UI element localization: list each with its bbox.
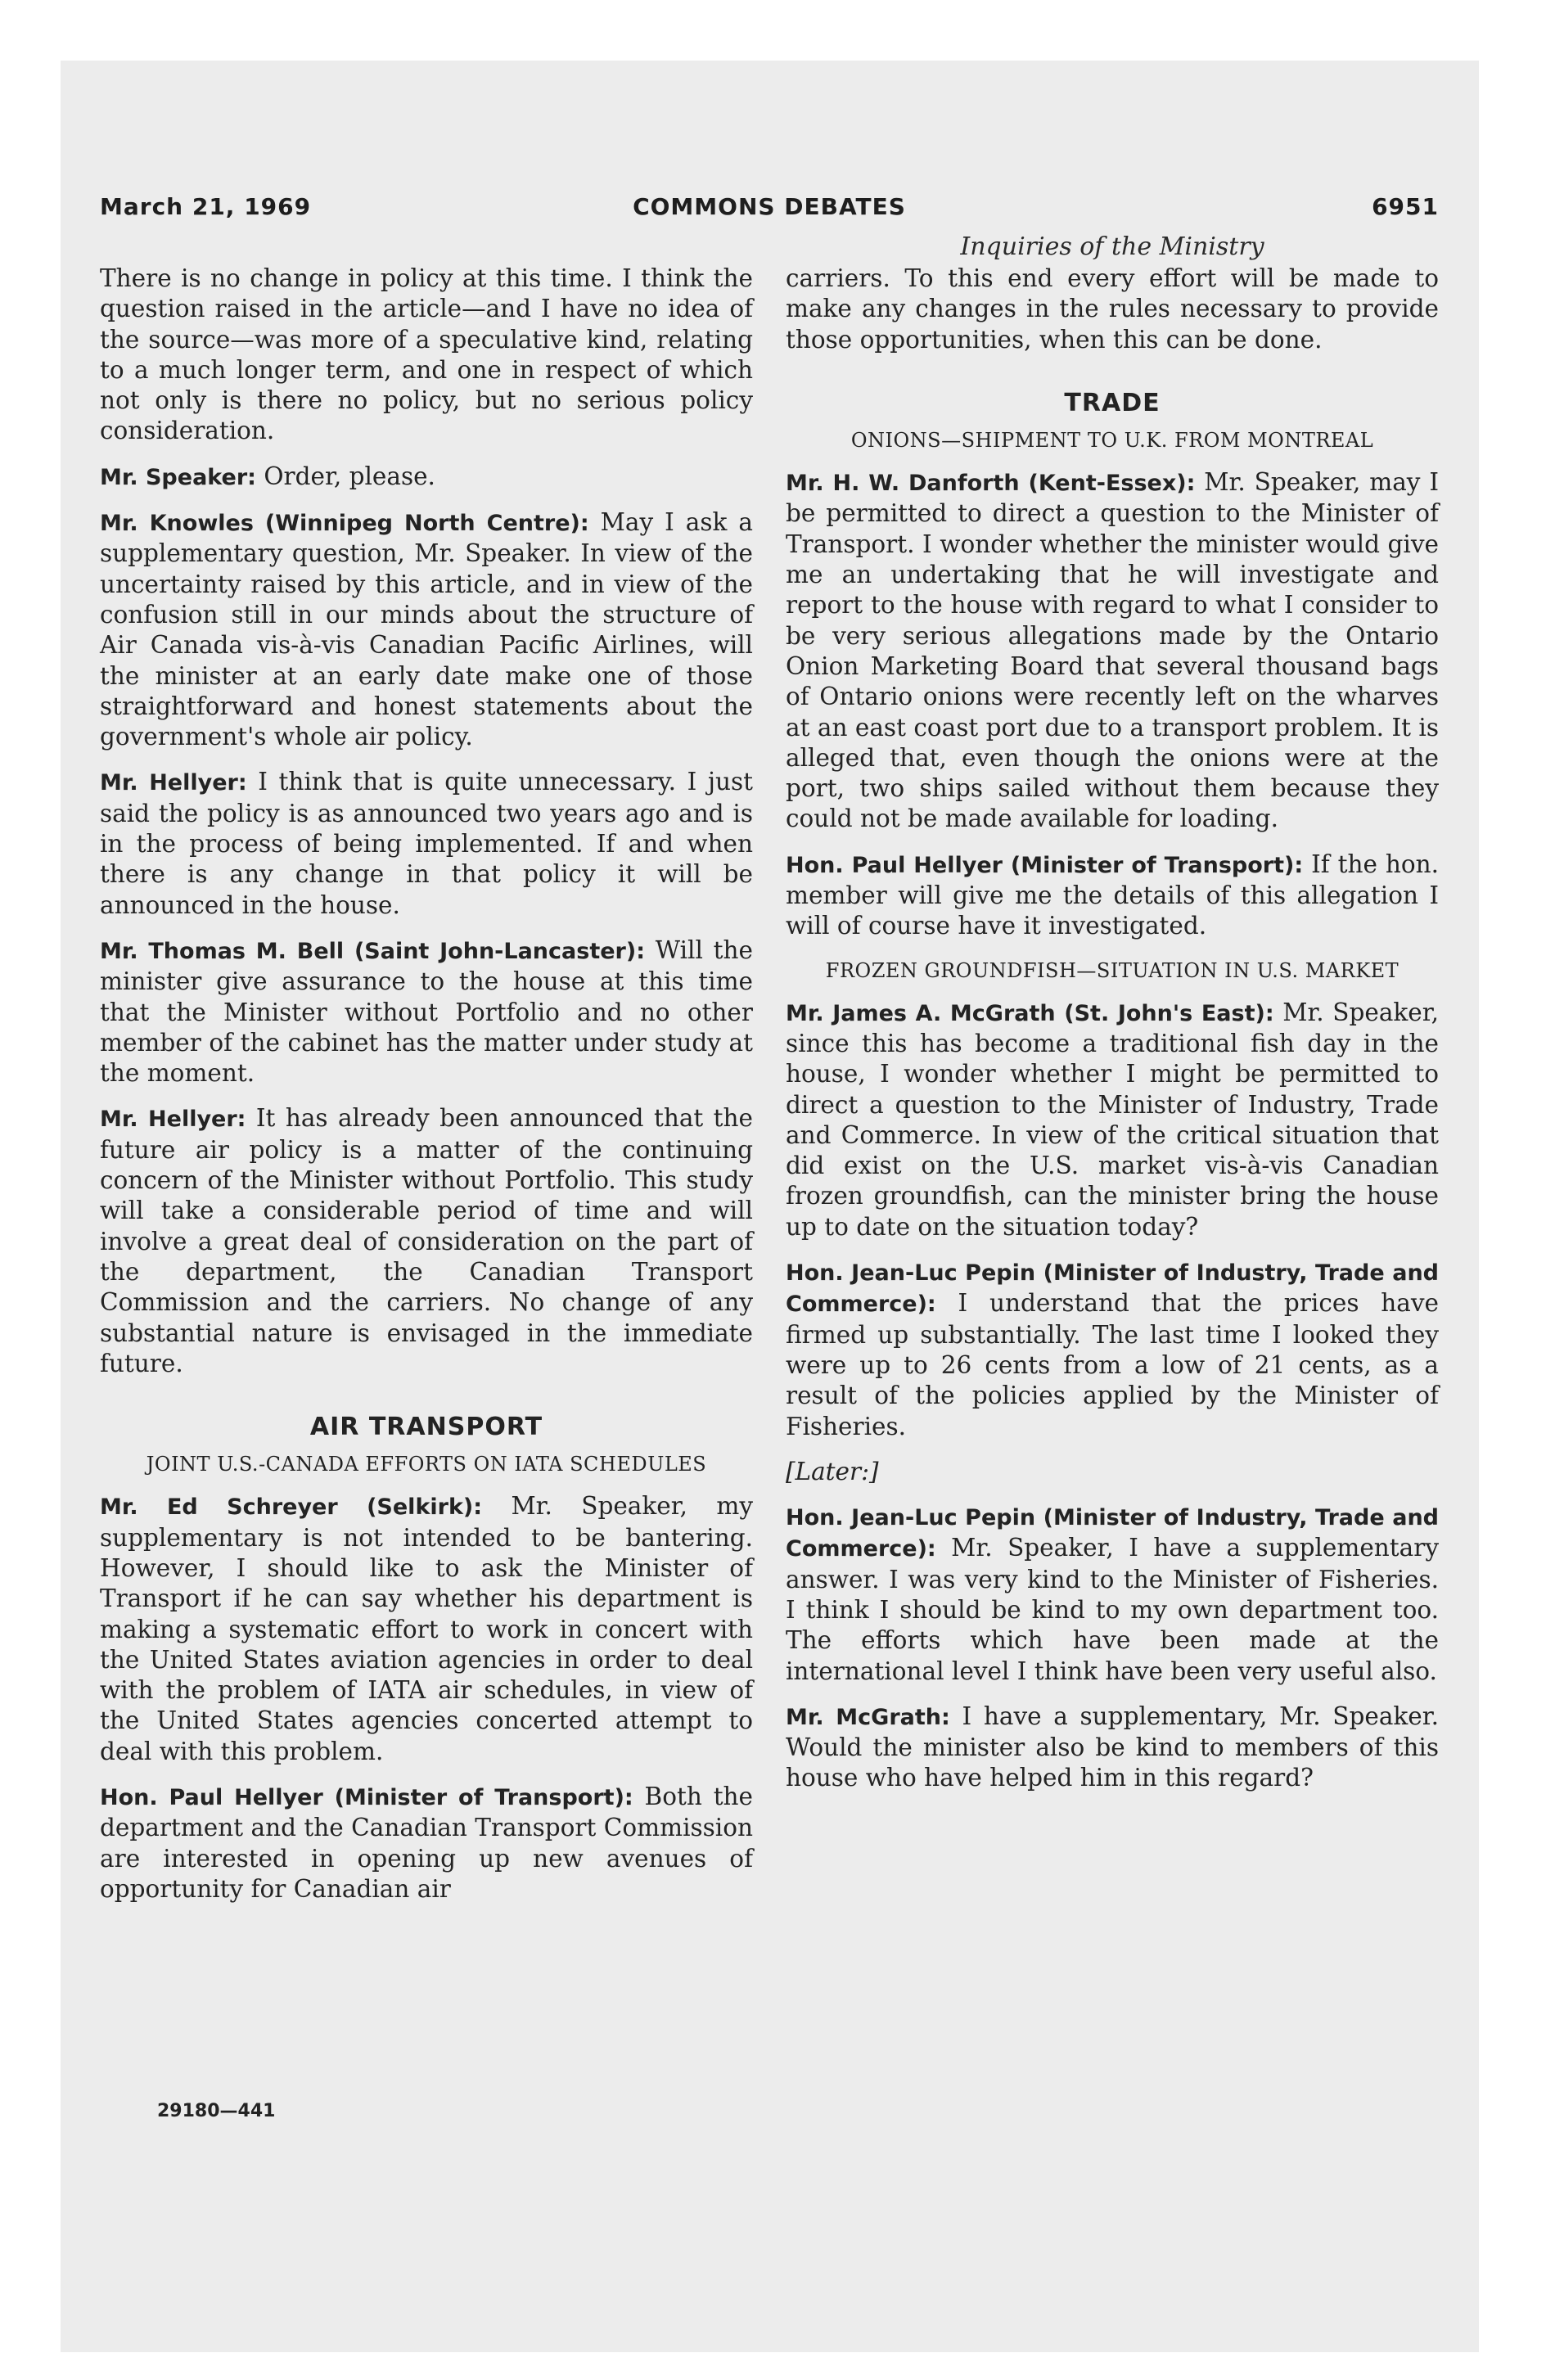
subsection-heading-groundfish: FROZEN GROUNDFISH—SITUATION IN U.S. MARKET [825,958,1400,982]
speaker-name: Mr. James A. McGrath (St. John's East): [786,1000,1274,1026]
speaker-name: Hon. Paul Hellyer (Minister of Transport): [100,1785,633,1811]
speaker-name: Mr. Hellyer: [100,1107,246,1133]
speaker-name: Mr. Ed Schreyer (Selkirk): [100,1494,483,1521]
paragraph [100,462,753,493]
speaker-name: Mr. Speaker: [100,464,256,490]
subsection-heading-iata: JOINT U.S.-CANADA EFFORTS ON IATA SCHEDULES [146,1453,707,1476]
paragraph-text: I have a supplementary, Mr. Speaker. Would the minister also be kind to members of this house who have helped him in this regard? [786,1702,1439,1792]
speaker-name: Mr. Hellyer: [100,770,247,796]
paragraph [786,467,1439,835]
paragraph [100,1491,753,1767]
paragraph-text: May I ask a supplementary question, Mr. Speaker. In view of the uncertainty raised by this article, and in view of the confusion still in our minds about the structure of Air Canada vis-à-vis Canadian Pacific Airlines, will the minister at an early date make one of those straightforward and honest statements about the government's whole air policy. [100,508,753,751]
subsection-heading-onions: ONIONS—SHIPMENT TO U.K. FROM MONTREAL [850,429,1374,453]
page-header [100,193,1439,229]
paragraph-text: If the hon. member will give me the details of this allegation I will of course have it investigated. [786,850,1439,940]
paragraph [100,507,753,752]
speaker-name: Hon. Jean-Luc Pepin (Minister of Industry, Trade and Commerce): [786,1260,1439,1318]
paragraph-text: I understand that the prices have firmed up substantially. The last time I looked they were up to 26 cents from a low of 21 cents, as a result of the policies applied by the Minister of Fisheries. [786,1289,1439,1440]
paragraph-text: Mr. Speaker, I have a supplementary answer. I was very kind to the Minister of Fisheries. I think I should be kind to my own department too. The efforts which have been made at the international level I think have been very useful also. [786,1534,1439,1685]
right-column [786,264,1439,1809]
paragraph [100,264,753,447]
header-date: March 21, 1969 [100,193,312,220]
paragraph-text: I think that is quite unnecessary. I just said the policy is as announced two years ago and is in the process of being implemented. If and when there is any change in that policy it will be announced in the house. [100,768,754,919]
speaker-name: Mr. McGrath: [786,1704,950,1730]
left-column [100,264,753,1919]
paragraph-text: There is no change in policy at this time. I think the question raised in the article—and I have no idea of the source—was more of a speculative kind, relating to a much longer term, and one in respect of which not only is there no policy, but no serious policy consideration. [100,264,753,445]
speaker-name: Mr. H. W. Danforth (Kent-Essex): [786,471,1196,497]
paragraph-text: Both the department and the Canadian Transport Commission are interested in opening up new avenues of opportunity for Canadian air [100,1783,754,1903]
paragraph-text: Will the minister give assurance to the house at this time that the Minister without Portfolio and no other member of the cabinet has the matter under study at the moment. [100,935,753,1088]
section-heading-trade: TRADE [1064,388,1161,417]
header-title: COMMONS DEBATES [633,193,906,220]
footer-code: 29180—441 [157,2101,276,2121]
paragraph-text: It has already been announced that the future air policy is a matter of the continuing concern of the Minister without Portfolio. This study will take a considerable period of time and will involve a great deal of consideration on the part of the department, the Canadian Transport Commission and the carriers. No change of any substantial nature is envisaged in the immediate future. [100,1104,753,1377]
speaker-name: Hon. Paul Hellyer (Minister of Transport): [786,852,1304,878]
paragraph [786,998,1439,1242]
paragraph-text: carriers. To this end every effort will be made to make any changes in the rules necessary to provide those opportunities, when this can be done. [786,264,1439,354]
header-section: Inquiries of the Ministry [960,232,1264,261]
paragraph-text: Mr. Speaker, since this has become a traditional fish day in the house, I wonder whether I might be permitted to direct a question to the Minister of Industry, Trade and Commerce. In view of the critical situation that did exist on the U.S. market vis-à-vis Canadian frozen groundfish, can the minister bring the house up to date on the situation today? [786,998,1439,1241]
paragraph [100,1782,753,1904]
speaker-name: Mr. Knowles (Winnipeg North Centre): [100,511,589,537]
paragraph-text: Order, please. [255,462,435,490]
paragraph [786,1702,1439,1794]
paragraph [100,767,753,920]
paragraph [786,850,1439,942]
later-marker: [Later:] [786,1457,879,1485]
speaker-name: Mr. Thomas M. Bell (Saint John-Lancaster): [100,938,645,964]
paragraph [786,264,1439,355]
section-heading-air-transport: AIR TRANSPORT [309,1413,543,1442]
paragraph [786,1502,1439,1687]
paragraph [100,935,753,1089]
paragraph [786,1257,1439,1442]
paragraph-text: Mr. Speaker, may I be permitted to direct a question to the Minister of Transport. I wonder whether the minister would give me an undertaking that he will investigate and report to the house with regard to what I consider to be very serious allegations made by the Ontario Onion Marketing Board that several thousand bags of Ontario onions were recently left on the wharves at an east coast port due to a transport problem. It is alleged that, even though the onions were at the port, two ships sailed without them because they could not be made available for loading. [786,468,1439,833]
paragraph [100,1103,753,1379]
paragraph-text: Mr. Speaker, my supplementary is not intended to be bantering. However, I should like to ask the Minister of Transport if he can say whether his department is making a systematic effort to work in concert with the United States aviation agencies in order to deal with the problem of IATA air schedules, in view of the United States agencies concerted attempt to deal with this problem. [100,1492,753,1765]
speaker-name: Hon. Jean-Luc Pepin (Minister of Industry, Trade and Commerce): [786,1505,1439,1562]
header-page-number: 6951 [1372,193,1439,220]
